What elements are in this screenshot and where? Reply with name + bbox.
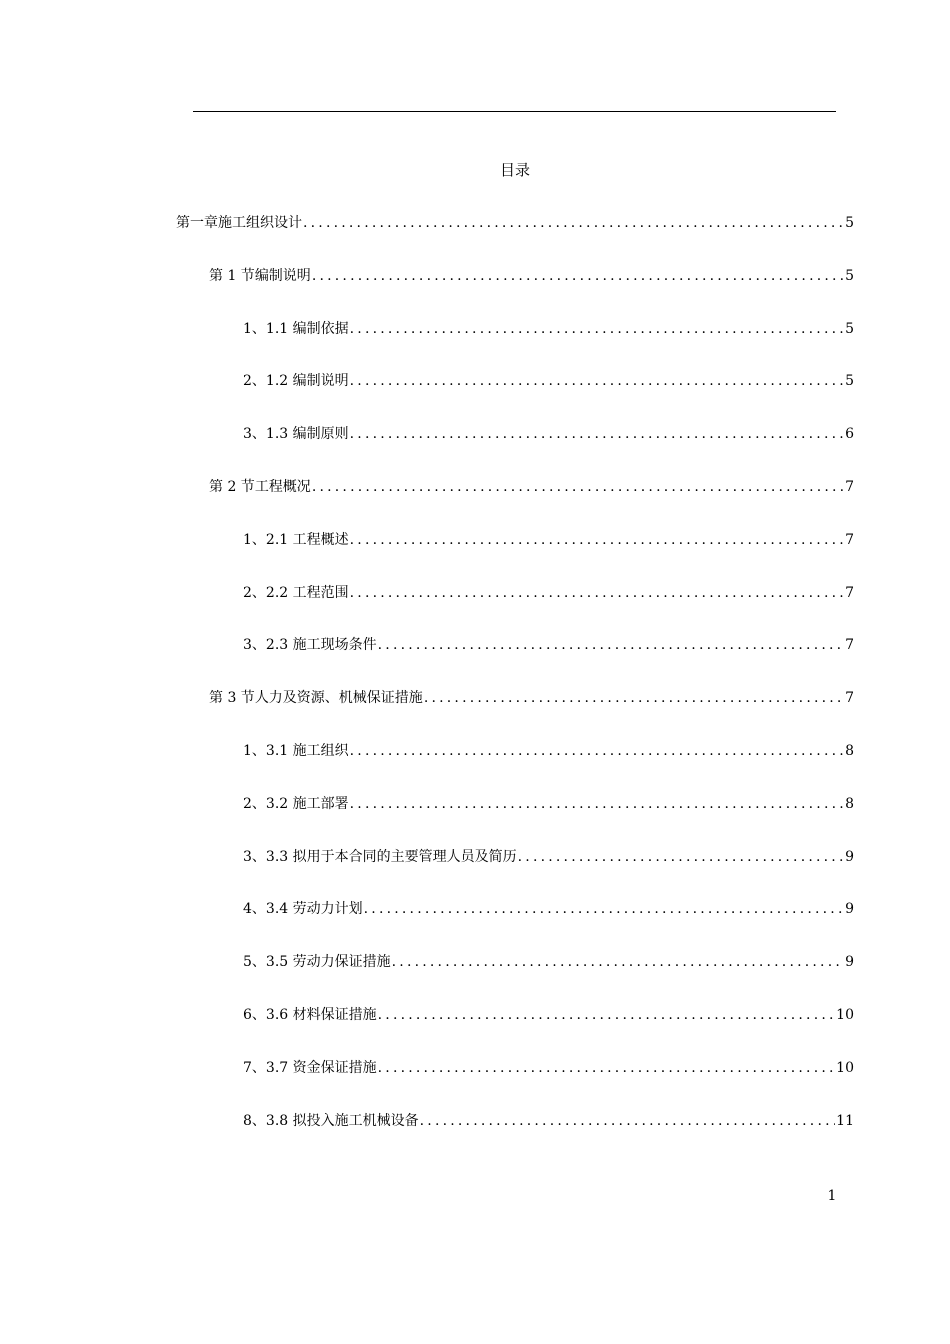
toc-entry-text: 3.4 劳动力计划 xyxy=(265,901,363,918)
toc-entry[interactable] xyxy=(243,633,854,657)
toc-entry-text: 1.2 编制说明 xyxy=(265,373,349,390)
toc-entry-page: 5 xyxy=(845,320,854,337)
toc-entry[interactable] xyxy=(243,950,854,974)
toc-entry[interactable] xyxy=(243,897,854,921)
toc-entry[interactable] xyxy=(243,369,854,393)
toc-dot-leader xyxy=(420,1109,836,1133)
toc-entry[interactable] xyxy=(243,1109,854,1133)
toc-entry-text: 3.7 资金保证措施 xyxy=(265,1059,377,1076)
toc-dot-leader xyxy=(303,211,844,235)
toc-dot-leader xyxy=(350,422,844,446)
toc-entry[interactable] xyxy=(209,686,854,710)
toc-entry-page: 7 xyxy=(845,479,854,495)
toc-entry-number: 第 2 节 xyxy=(209,479,255,495)
toc-entry[interactable] xyxy=(209,475,854,499)
toc-dot-leader xyxy=(350,792,844,816)
toc-entry-page: 5 xyxy=(845,373,854,390)
toc-entry-text: 1.3 编制原则 xyxy=(265,426,349,443)
toc-dot-leader xyxy=(378,633,844,657)
toc-entry[interactable] xyxy=(243,739,854,763)
toc-entry-page: 6 xyxy=(845,426,854,443)
toc-entry[interactable] xyxy=(243,317,854,341)
toc-entry-number: 2、 xyxy=(243,584,266,601)
toc-dot-leader xyxy=(350,528,844,552)
toc-entry-text: 2.3 施工现场条件 xyxy=(265,637,377,654)
toc-entry-number: 3、 xyxy=(243,848,266,865)
toc-entry-text: 2.2 工程范围 xyxy=(265,584,349,601)
toc-entry[interactable] xyxy=(243,528,854,552)
page-number: 1 xyxy=(827,1188,837,1204)
toc-entry-number: 1、 xyxy=(243,320,266,337)
toc-dot-leader xyxy=(350,739,844,763)
toc-entry-page: 5 xyxy=(845,215,854,231)
toc-entry-text: 施工组织设计 xyxy=(218,215,302,231)
toc-dot-leader xyxy=(424,686,844,710)
toc-entry[interactable] xyxy=(243,1056,854,1080)
toc-entry-page: 9 xyxy=(845,901,854,918)
toc-entry-text: 3.8 拟投入施工机械设备 xyxy=(265,1112,419,1129)
toc-entry-number: 5、 xyxy=(243,954,266,971)
toc-entry-page: 7 xyxy=(845,637,854,654)
toc-entry[interactable] xyxy=(209,264,854,288)
toc-entry-number: 7、 xyxy=(243,1059,266,1076)
toc-entry-number: 2、 xyxy=(243,373,266,390)
toc-entry-page: 9 xyxy=(845,954,854,971)
toc-entry[interactable] xyxy=(243,845,854,869)
toc-entry[interactable] xyxy=(243,1003,854,1027)
toc-entry-number: 第 1 节 xyxy=(209,267,255,284)
toc-entry-number: 第 3 节 xyxy=(209,690,255,707)
toc-entry[interactable] xyxy=(243,581,854,605)
toc-title: 目录 xyxy=(499,161,530,179)
toc-entry-text: 3.6 材料保证措施 xyxy=(265,1007,377,1023)
toc-entry-page: 7 xyxy=(845,531,854,548)
toc-entry-number: 6、 xyxy=(243,1007,266,1023)
toc-entry-page: 9 xyxy=(845,848,854,865)
toc-dot-leader xyxy=(312,475,844,499)
toc-entry-text: 3.5 劳动力保证措施 xyxy=(265,954,391,971)
toc-entry-number: 1、 xyxy=(243,531,266,548)
toc-entry-number: 第一章 xyxy=(176,215,218,231)
toc-entry-number: 3、 xyxy=(243,426,266,443)
toc-entry-page: 7 xyxy=(845,690,854,707)
toc-entry-text: 工程概况 xyxy=(254,479,311,495)
toc-entry-page: 10 xyxy=(836,1007,854,1023)
header-rule xyxy=(193,111,836,112)
toc-dot-leader xyxy=(350,317,844,341)
toc-dot-leader xyxy=(392,950,844,974)
toc-entry-number: 1、 xyxy=(243,743,266,759)
toc-dot-leader xyxy=(364,897,844,921)
toc-dot-leader xyxy=(350,369,844,393)
toc-entry-text: 2.1 工程概述 xyxy=(265,531,349,548)
toc-entry-page: 8 xyxy=(845,795,854,812)
toc-entry-page: 8 xyxy=(845,743,854,759)
toc-entry-number: 8、 xyxy=(243,1112,266,1129)
toc-entry-text: 3.1 施工组织 xyxy=(265,743,349,759)
toc-entry-page: 10 xyxy=(836,1059,854,1076)
toc-entry[interactable] xyxy=(176,211,854,235)
toc-entry-page: 5 xyxy=(845,267,854,284)
toc-entry-page: 7 xyxy=(845,584,854,601)
toc-dot-leader xyxy=(378,1056,836,1080)
toc-entry-text: 编制说明 xyxy=(254,267,311,284)
toc-entry[interactable] xyxy=(243,422,854,446)
toc-entry-number: 2、 xyxy=(243,795,266,812)
toc-dot-leader xyxy=(378,1003,836,1027)
toc-entry-text: 3.3 拟用于本合同的主要管理人员及简历 xyxy=(265,848,517,865)
toc-entry[interactable] xyxy=(243,792,854,816)
toc-dot-leader xyxy=(518,845,844,869)
toc-entry-page: 11 xyxy=(836,1112,854,1129)
toc-entry-text: 3.2 施工部署 xyxy=(265,795,349,812)
toc-entry-text: 1.1 编制依据 xyxy=(265,320,349,337)
toc-entry-text: 人力及资源、机械保证措施 xyxy=(254,690,423,707)
toc-dot-leader xyxy=(312,264,844,288)
toc-dot-leader xyxy=(350,581,844,605)
toc-entry-number: 3、 xyxy=(243,637,266,654)
toc-entry-number: 4、 xyxy=(243,901,266,918)
